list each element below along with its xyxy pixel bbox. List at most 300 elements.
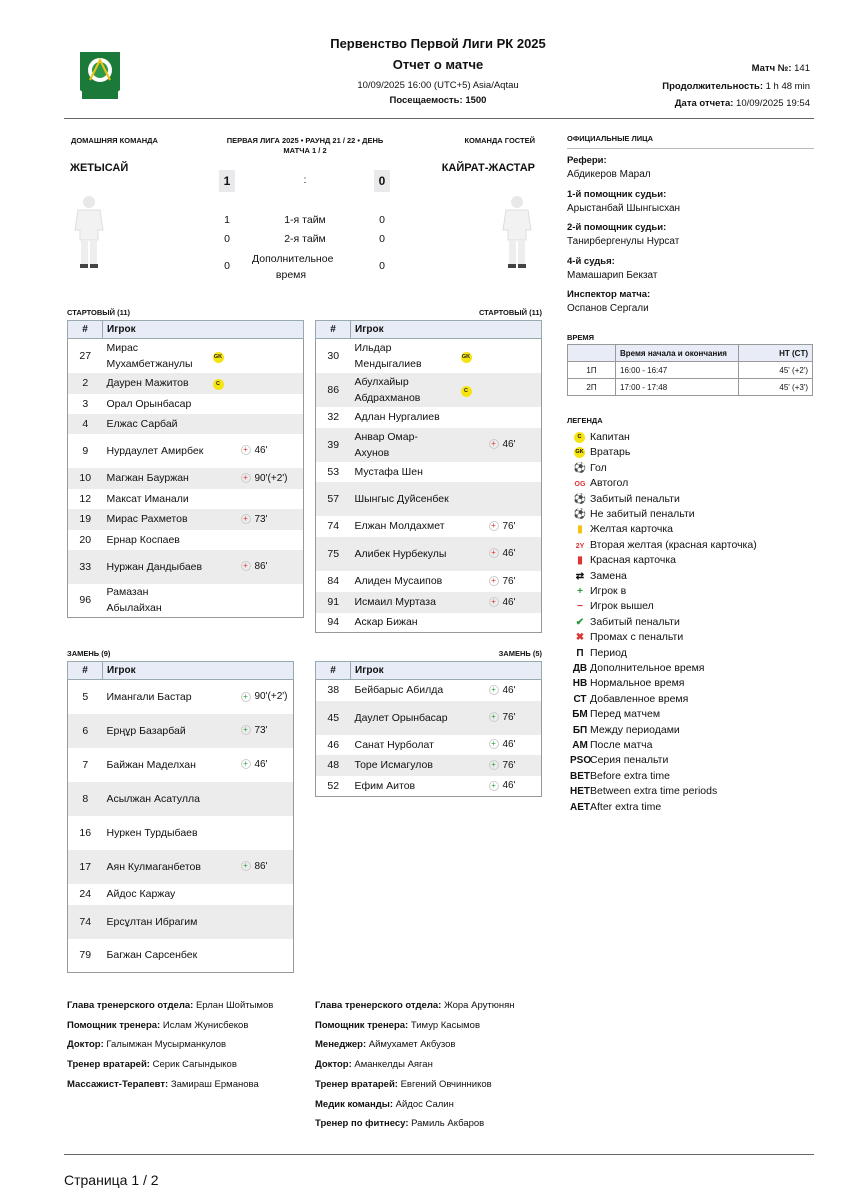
time-col-range: Время начала и окончания (616, 345, 739, 362)
player-event (485, 571, 542, 592)
player-event (237, 939, 294, 973)
event-minute: 46' (254, 759, 268, 770)
staff-role: Массажист-Терапевт: (67, 1078, 169, 1090)
player-in-icon: + (489, 685, 499, 695)
staff-member (315, 1079, 492, 1090)
staff-role: Помощник тренера: (67, 1019, 161, 1031)
col-number: # (68, 321, 103, 339)
player-in-icon: + (489, 712, 499, 722)
legend-icon: БП (572, 724, 588, 736)
league-logo (76, 50, 124, 106)
player-name: Айдос Каржау (106, 888, 176, 900)
player-name: Санат Нурболат (354, 738, 434, 751)
staff-member (315, 1039, 455, 1050)
player-name: Мустафа Шен (354, 465, 423, 478)
player-out-icon: + (489, 439, 499, 449)
legend-caption: ЛЕГЕНДА (567, 416, 603, 425)
officials-caption: ОФИЦИАЛЬНЫЕ ЛИЦА (567, 134, 654, 143)
legend-label: Игрок вышел (590, 600, 654, 613)
officials-divider (567, 148, 814, 149)
player-number: 5 (82, 690, 89, 703)
player-event (237, 339, 304, 373)
player-number: 30 (327, 349, 340, 362)
time-row: 1П 16:00 - 16:47 45' (+2') (568, 362, 813, 379)
player-event (237, 782, 294, 816)
staff-member (315, 1000, 514, 1011)
player-number: 33 (68, 550, 103, 584)
legend-icon: 2Y (575, 542, 585, 550)
player-in-icon: + (489, 781, 499, 791)
legend-icon: СТ (573, 693, 587, 705)
table-row (68, 714, 294, 748)
player-number: 48 (316, 755, 351, 776)
legend-item (570, 769, 670, 784)
player-badge-cell (209, 939, 237, 973)
player-name: Шынгыс Дуйсенбек (351, 482, 457, 516)
legend-label: Автогол (590, 477, 629, 490)
report-subtitle: Отчет о матче (392, 57, 484, 72)
staff-name: Тимур Касымов (410, 1019, 481, 1031)
col-player: Игрок (103, 662, 294, 680)
event-minute: 46' (502, 780, 516, 792)
table-row (68, 884, 294, 905)
player-badge-cell (209, 339, 237, 373)
player-number: 91 (316, 592, 351, 613)
event-minute: 46' (502, 596, 516, 608)
legend-label: Before extra time (590, 769, 670, 782)
player-number: 46 (327, 738, 340, 751)
player-number: 20 (79, 533, 92, 546)
player-badge-cell (209, 414, 237, 434)
table-row (68, 680, 294, 714)
player-event (485, 680, 542, 701)
legend-item (570, 692, 688, 707)
player-out-icon: + (241, 473, 251, 483)
player-name: Елжан Молдахмет (354, 520, 445, 532)
player-out-icon: + (489, 576, 499, 586)
event-minute: 73' (254, 725, 268, 736)
legend-item (570, 707, 660, 722)
player-event (237, 434, 304, 468)
player-badge-cell (457, 776, 485, 797)
away-subs-table (315, 661, 542, 797)
staff-member (67, 1079, 259, 1090)
player-name: Имангали Бастар (106, 690, 192, 703)
player-name: Ерңұр Базарбай (103, 714, 209, 748)
legend-label: Between extra time periods (590, 785, 718, 798)
player-badge-cell (209, 714, 237, 748)
legend-item (570, 646, 627, 661)
round-info: ПЕРВАЯ ЛИГА 2025 • РАУНД 21 / 22 • ДЕНЬ МАТЧА 1 / 2 (226, 136, 384, 155)
table-row (316, 592, 542, 613)
table-row (316, 537, 542, 571)
player-number: 27 (79, 349, 92, 362)
official-role: 1-й помощник судьи: (567, 188, 667, 200)
legend-label: Промах с пенальти (590, 631, 684, 644)
legend-label: После матча (590, 739, 653, 751)
player-number: 38 (327, 684, 340, 697)
legend-item (570, 569, 627, 584)
home-starting-caption: СТАРТОВЫЙ (11) (67, 308, 131, 317)
legend-label: Желтая карточка (590, 523, 674, 536)
goalkeeper-icon: GK (461, 352, 472, 363)
legend-item (570, 723, 680, 738)
player-number: 75 (316, 537, 351, 571)
player-name: Нурдаулет Амирбек (106, 444, 204, 457)
legend-item (570, 584, 626, 599)
legend-item (570, 522, 673, 537)
event-minute: 46' (502, 548, 516, 559)
player-number: 39 (316, 428, 351, 462)
player-name: Исмаил Муртаза (351, 592, 457, 613)
table-row (316, 680, 542, 701)
player-out-icon: + (489, 548, 499, 558)
player-badge-cell (457, 701, 485, 735)
legend-icon: OG (574, 481, 586, 489)
player-name: Алиден Мусаипов (354, 575, 443, 587)
player-in-icon: + (241, 759, 251, 769)
legend-item (570, 661, 705, 676)
away-score: 0 (374, 170, 390, 192)
player-number: 45 (316, 701, 351, 735)
event-minute: 86' (254, 861, 268, 872)
table-row (68, 434, 304, 468)
staff-role: Медик команды: (315, 1098, 393, 1110)
player-badge-cell (209, 550, 237, 584)
staff-role: Глава тренерского отдела: (315, 1000, 442, 1011)
legend-label: Капитан (590, 431, 630, 443)
player-badge-cell (209, 850, 237, 884)
staff-name: Рамиль Акбаров (411, 1118, 485, 1130)
player-name: Багжан Сарсенбек (106, 949, 198, 962)
table-row (68, 468, 304, 489)
player-badge-cell (457, 680, 485, 701)
second-half-home: 0 (224, 233, 230, 245)
table-row (316, 428, 542, 462)
legend-item (570, 445, 630, 460)
staff-member (315, 1099, 454, 1110)
legend-item (570, 784, 717, 799)
player-event (485, 462, 542, 482)
player-event (237, 468, 304, 489)
player-in-icon: + (489, 760, 499, 770)
player-number: 57 (316, 482, 351, 516)
legend-label: Не забитый пенальти (590, 508, 695, 520)
legend-item (570, 676, 684, 691)
staff-name: Замираш Ерманова (170, 1078, 259, 1090)
table-row (316, 407, 542, 428)
player-badge-cell (209, 884, 237, 905)
table-row (68, 414, 304, 434)
player-name: Ефим Аитов (354, 779, 416, 792)
player-name: Бейбарыс Абилда (354, 684, 444, 697)
legend-item (570, 476, 628, 491)
player-badge-cell (209, 584, 237, 618)
legend-icon: BET (570, 770, 590, 782)
event-minute: 46' (502, 684, 516, 696)
player-badge-cell (457, 407, 485, 428)
legend-icon: ⇄ (575, 570, 585, 582)
player-number: 16 (79, 826, 92, 839)
extra-time-home: 0 (224, 260, 230, 272)
table-row (68, 584, 304, 618)
player-event (237, 373, 304, 394)
player-badge-cell (457, 537, 485, 571)
legend-icon: АМ (572, 740, 588, 751)
player-number: 10 (68, 468, 103, 489)
event-minute: 90'(+2') (254, 691, 288, 703)
official-role: 2-й помощник судьи: (567, 222, 667, 233)
player-event (237, 414, 304, 434)
player-badge-cell (209, 434, 237, 468)
staff-role: Тренер по фитнесу: (315, 1118, 409, 1130)
event-minute: 76' (502, 759, 516, 771)
time-row: 2П 17:00 - 17:48 45' (+3') (568, 379, 813, 396)
away-kit-icon (500, 194, 534, 272)
player-in-icon: + (241, 861, 251, 871)
player-number: 94 (327, 616, 340, 629)
official-role: Рефери: (567, 155, 607, 166)
player-event (237, 584, 304, 618)
away-caption: КОМАНДА ГОСТЕЙ (464, 136, 535, 145)
player-event (237, 816, 294, 850)
legend-label: Дополнительное время (590, 662, 705, 674)
table-row (68, 339, 304, 373)
staff-member (67, 1059, 237, 1070)
time-col-ht: HT (CT) (739, 345, 813, 362)
match-number: Матч №: 141 (751, 63, 810, 74)
staff-name: Галымжан Мусырманкулов (106, 1039, 227, 1051)
table-row (316, 701, 542, 735)
player-event (485, 701, 542, 735)
player-badge-cell (457, 373, 485, 407)
player-name: Анвар Омар-Ахунов (351, 428, 457, 462)
header-divider (64, 118, 814, 119)
player-name: Нуркен Турдыбаев (106, 826, 198, 839)
table-header (68, 662, 294, 680)
legend-icon: ДВ (572, 663, 588, 674)
player-number: 32 (327, 411, 340, 423)
player-badge-cell (209, 394, 237, 414)
legend-item (570, 753, 668, 768)
legend-item (570, 615, 680, 630)
player-event (485, 428, 542, 462)
legend-label: Забитый пенальти (590, 492, 680, 505)
player-number: 3 (82, 397, 89, 410)
staff-name: Айдос Салин (395, 1098, 454, 1110)
player-badge-cell (457, 613, 485, 633)
player-event (485, 339, 542, 373)
page-number: Страница 1 / 2 (64, 1172, 159, 1188)
legend-icon: ⚽ (573, 493, 587, 505)
legend-item (570, 553, 676, 568)
col-player: Игрок (351, 321, 542, 339)
table-header (68, 321, 304, 339)
player-number: 9 (82, 444, 89, 457)
player-event (485, 592, 542, 613)
table-row (68, 530, 304, 550)
legend-item (570, 630, 683, 645)
player-name: Аскар Бижан (354, 616, 418, 629)
player-in-icon: + (241, 692, 251, 702)
legend-icon: ✖ (575, 632, 585, 644)
player-badge-cell (209, 468, 237, 489)
player-number: 74 (327, 520, 340, 532)
table-row (68, 905, 294, 939)
table-row (316, 516, 542, 537)
table-row (316, 755, 542, 776)
staff-role: Тренер вратарей: (315, 1078, 398, 1090)
away-starting-table (315, 320, 542, 633)
player-badge-cell (457, 462, 485, 482)
legend-item (570, 599, 654, 614)
staff-name: Серик Сагындыков (152, 1059, 237, 1071)
legend-icon: ⚽ (573, 462, 587, 474)
legend-item (570, 461, 607, 476)
legend-label: Период (590, 646, 627, 659)
staff-role: Менеджер: (315, 1039, 367, 1051)
player-badge-cell (209, 509, 237, 530)
goalkeeper-icon: GK (213, 352, 224, 363)
player-badge-cell (457, 428, 485, 462)
table-row (68, 748, 294, 782)
player-number: 79 (79, 949, 92, 962)
player-badge-cell (209, 530, 237, 550)
player-number: 17 (68, 850, 103, 884)
staff-name: Жора Арутюнян (443, 1000, 515, 1011)
table-row (316, 339, 542, 373)
player-event (485, 613, 542, 633)
staff-name: Евгений Овчинников (400, 1078, 492, 1090)
legend-icon: + (577, 586, 583, 597)
event-minute: 46' (502, 739, 516, 750)
legend-label: Серия пенальти (590, 754, 669, 767)
captain-icon: C (461, 386, 472, 397)
home-caption: ДОМАШНЯЯ КОМАНДА (71, 136, 158, 145)
staff-member (315, 1118, 484, 1129)
staff-role: Доктор: (67, 1039, 104, 1051)
attendance: Посещаемость: 1500 (389, 95, 487, 106)
col-number: # (68, 662, 103, 680)
table-row (316, 613, 542, 633)
event-minute: 90'(+2') (254, 472, 288, 484)
staff-name: Ислам Жунисбеков (162, 1019, 249, 1031)
player-name: Магжан Бауржан (103, 468, 209, 489)
event-minute: 76' (502, 520, 516, 532)
table-row (316, 482, 542, 516)
player-event (237, 680, 294, 714)
staff-member (67, 1039, 226, 1050)
table-row (68, 550, 304, 584)
legend-icon: ⚽ (573, 509, 587, 520)
legend-label: Игрок в (590, 585, 627, 597)
player-name: Байжан Маделхан (106, 758, 196, 771)
player-out-icon: + (489, 597, 499, 607)
player-number: 96 (79, 594, 92, 607)
player-number: 24 (79, 888, 92, 900)
legend-item (570, 492, 680, 507)
official-name: Оспанов Сергали (567, 303, 649, 314)
legend-label: Забитый пенальти (590, 615, 680, 628)
captain-icon: C (213, 379, 224, 390)
staff-role: Глава тренерского отдела: (67, 1000, 194, 1011)
table-row (68, 489, 304, 509)
official-name: Арыстанбай Шынгысхан (567, 202, 681, 214)
player-name: Ерсұлтан Ибрагим (103, 905, 209, 939)
legend-icon: PSO (570, 755, 592, 767)
player-event (485, 776, 542, 797)
legend-icon: C (574, 432, 585, 443)
player-name: Орал Орынбасар (106, 397, 192, 410)
staff-member (67, 1000, 273, 1011)
player-number: 2 (68, 373, 103, 394)
legend-label: Замена (590, 569, 627, 582)
table-row (68, 939, 294, 973)
first-half-away: 0 (379, 214, 385, 226)
table-row (68, 373, 304, 394)
legend-icon: ▮ (577, 555, 583, 567)
col-player: Игрок (351, 662, 542, 680)
player-name: Мирас Рахметов (103, 509, 209, 530)
player-event (485, 755, 542, 776)
legend-label: Вратарь (590, 446, 631, 459)
player-number: 84 (327, 575, 340, 587)
table-row (316, 462, 542, 482)
player-event (237, 714, 294, 748)
match-duration: Продолжительность: 1 h 48 min (662, 81, 810, 92)
legend-item (570, 738, 652, 753)
player-in-icon: + (489, 739, 499, 749)
player-badge-cell (457, 516, 485, 537)
player-number: 7 (82, 758, 89, 771)
first-half-home: 1 (224, 214, 230, 226)
home-subs-table (67, 661, 294, 973)
away-subs-caption: ЗАМЕНЬ (5) (498, 649, 542, 658)
player-out-icon: + (241, 445, 251, 455)
staff-name: Аймухамет Акбузов (368, 1039, 456, 1051)
player-name: Абулхайыр Абдрахманов (351, 373, 457, 407)
player-number: 8 (68, 782, 103, 816)
table-row (316, 571, 542, 592)
home-team-name: ЖЕТЫСАЙ (70, 162, 129, 174)
player-out-icon: + (241, 514, 251, 524)
col-number: # (316, 321, 351, 339)
player-event (485, 482, 542, 516)
staff-role: Помощник тренера: (315, 1019, 409, 1031)
home-kit-icon (72, 194, 106, 272)
home-score: 1 (219, 170, 235, 192)
player-badge-cell (457, 755, 485, 776)
legend-item (570, 430, 630, 445)
legend-icon: − (577, 601, 583, 613)
player-event (485, 735, 542, 755)
table-row (68, 816, 294, 850)
player-name: Торе Исмагулов (351, 755, 457, 776)
legend-icon: НВ (572, 678, 588, 690)
official-name: Танирбергенулы Нурсат (567, 236, 680, 247)
legend-icon: ▮ (577, 524, 583, 536)
match-datetime: 10/09/2025 16:00 (UTC+5) Asia/Aqtau (357, 80, 519, 91)
legend-label: After extra time (590, 800, 662, 813)
player-number: 6 (68, 714, 103, 748)
staff-member (67, 1020, 248, 1031)
event-minute: 46' (502, 439, 516, 450)
event-minute: 46' (254, 445, 268, 456)
legend-icon: П (576, 647, 584, 659)
table-row (68, 509, 304, 530)
extra-time-away: 0 (379, 260, 385, 272)
player-badge-cell (209, 748, 237, 782)
